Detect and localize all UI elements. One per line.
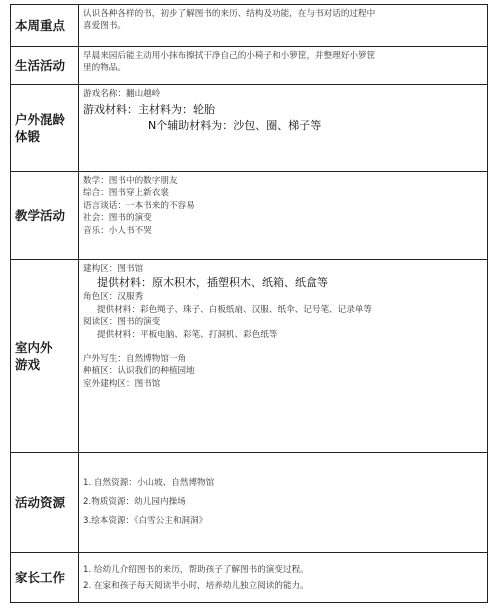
role-materials: 提供材料：彩色绳子、珠子、白板纸扇、汉服、纸伞、记号笔、记录单等	[97, 304, 373, 315]
indoor-label-line2: 游戏	[15, 357, 41, 372]
parents-item-2: 2. 在家和孩子每天阅读半小时，培养幼儿独立阅读的能力。	[83, 580, 309, 591]
focus-label: 本周重点	[11, 5, 79, 47]
spacer	[83, 341, 483, 353]
row-indoor	[11, 260, 488, 453]
resource-item-nature: 1. 自然资源：小山坡、自然博物馆	[83, 478, 215, 488]
teaching-item-language: 语言谈话：一本书来的不容易	[83, 200, 195, 211]
row-life	[11, 47, 488, 85]
planting-area: 种植区：认识我们的种植园地	[83, 366, 195, 377]
weekly-plan-table	[10, 4, 488, 603]
row-teaching	[11, 172, 488, 260]
row-focus	[11, 5, 488, 47]
outdoor-game-name: 游戏名称：翻山越岭	[83, 89, 161, 99]
building-materials: 提供材料：原木积木，插塑积木、纸箱、纸盒等	[97, 276, 328, 290]
resource-item-material: 2.物质资源：幼儿园内操场	[83, 497, 186, 507]
building-area: 建构区：图书馆	[83, 264, 144, 274]
resource-item-picturebook: 3.绘本资源：《白雪公主和洞洞》	[83, 516, 208, 526]
outdoor-building-area: 室外建构区：图书馆	[83, 378, 161, 389]
teaching-label: 教学活动	[11, 172, 79, 260]
row-outdoor	[11, 85, 488, 172]
indoor-label-line1: 室内外	[15, 340, 53, 355]
outdoor-sketch: 户外写生：自然博物馆一角	[83, 354, 187, 365]
reading-area: 阅读区：图书的演变	[83, 317, 161, 328]
row-resources	[11, 453, 488, 553]
life-text: 早晨来园后能主动用小抹布擦拭干净自己的小椅子和小箩筐，并整理好小箩筐 里的物品。	[83, 51, 376, 74]
parents-item-1: 1. 给幼儿介绍图书的来历，帮助孩子了解图书的演变过程。	[83, 564, 309, 575]
outdoor-label	[11, 85, 79, 172]
reading-materials: 提供材料：平板电脑、彩笔、打洞机、彩色纸等	[97, 329, 278, 340]
teaching-item-music: 音乐：小人书不哭	[83, 225, 152, 236]
resources-label: 活动资源	[11, 453, 79, 553]
outdoor-material-main: 游戏材料：主材料为：轮胎	[83, 103, 215, 117]
teaching-item-social: 社会：图书的演变	[83, 213, 152, 224]
outdoor-label-line1: 户外混龄	[15, 112, 66, 127]
teaching-item-integrated: 综合：图书穿上新衣裳	[83, 188, 169, 199]
row-parents	[11, 553, 488, 603]
outdoor-material-aux: N个辅助材料为：沙包、圈、梯子等	[148, 119, 322, 133]
focus-text: 认识各种各样的书，初步了解图书的来历、结构及功能，在与书对话的过程中 喜爱图书。	[83, 9, 376, 32]
outdoor-label-line2: 体锻	[15, 129, 41, 144]
indoor-label	[11, 260, 79, 453]
weekly-plan-sheet	[10, 4, 487, 602]
teaching-item-math: 数学：图书中的数字朋友	[83, 176, 178, 186]
role-area: 角色区：汉服秀	[83, 292, 144, 303]
parents-label: 家长工作	[11, 553, 79, 603]
life-label: 生活活动	[11, 47, 79, 85]
